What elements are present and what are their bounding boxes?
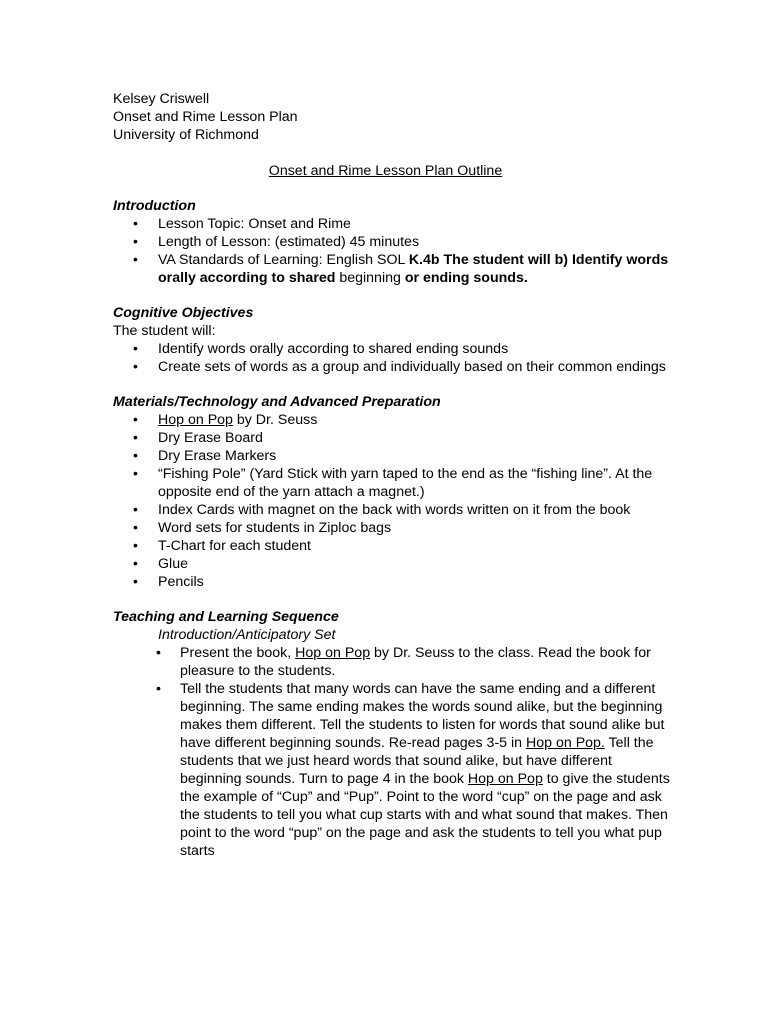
list-item: • Lesson Topic: Onset and Rime <box>113 215 673 233</box>
book-title: Hop on Pop <box>295 645 371 661</box>
list-item <box>113 680 673 860</box>
list-item: • “Fishing Pole” (Yard Stick with yarn taped to the end as the “fishing line”. At the opposite end of the yarn attach a magnet.) <box>113 465 673 501</box>
book-title: Hop on Pop <box>467 771 543 787</box>
book-title: Hop on Pop. <box>526 735 605 751</box>
sol-standard-bold-end: or ending sounds. <box>404 270 528 286</box>
document-title: Onset and Rime Lesson Plan Outline <box>268 163 503 179</box>
anticipatory-set-subheading: Introduction/Anticipatory Set <box>158 627 336 643</box>
book-title: Hop on Pop <box>158 412 233 428</box>
sol-standard-bold: K.4b The student will b) Identify words orally according to shared <box>158 252 669 286</box>
text-span: by Dr. Seuss to the class. Read the book for pleasure to the students. <box>180 645 651 679</box>
list-item: • Create sets of words as a group and individually based on their common endings <box>113 358 673 376</box>
list-item <box>113 251 673 287</box>
materials-list <box>113 411 673 591</box>
sol-mid: beginning <box>335 270 405 286</box>
header-block <box>113 90 673 144</box>
introduction-list <box>113 215 673 287</box>
list-item <box>113 411 673 429</box>
introduction-section <box>113 197 673 287</box>
teaching-section <box>113 608 673 860</box>
sol-prefix: VA Standards of Learning: English SOL <box>158 252 409 268</box>
list-item: • Glue <box>113 555 673 573</box>
document-page <box>113 90 673 860</box>
introduction-heading: Introduction <box>113 198 196 214</box>
author-name: Kelsey Criswell <box>113 91 210 107</box>
list-item: • Dry Erase Board <box>113 429 673 447</box>
cognitive-heading: Cognitive Objectives <box>113 305 254 321</box>
list-item: • Dry Erase Markers <box>113 447 673 465</box>
book-author: by Dr. Seuss <box>232 412 318 428</box>
materials-heading: Materials/Technology and Advanced Preparation <box>113 394 441 410</box>
teaching-heading: Teaching and Learning Sequence <box>113 609 339 625</box>
text-span: Tell the students that we just heard words that sound alike, but have different beginning sounds. Turn to page 4 in the book <box>180 735 654 787</box>
cognitive-intro: The student will: <box>113 323 216 339</box>
list-item: • Length of Lesson: (estimated) 45 minutes <box>113 233 673 251</box>
list-item: • Word sets for students in Ziploc bags <box>113 519 673 537</box>
list-item: • T-Chart for each student <box>113 537 673 555</box>
institution: University of Richmond <box>113 127 259 143</box>
materials-section <box>113 393 673 591</box>
cognitive-list <box>113 340 673 376</box>
text-span: to give the students the example of “Cup” and “Pup”. Point to the word “cup” on the page and ask the students to tell you what cup starts with and what sound that makes. Then point to the word “pup” on the page and ask the students to tell you what pup starts <box>180 771 670 859</box>
list-item: • Index Cards with magnet on the back with words written on it from the book <box>113 501 673 519</box>
list-item: • Pencils <box>113 573 673 591</box>
list-item: • Identify words orally according to shared ending sounds <box>113 340 673 358</box>
plan-name: Onset and Rime Lesson Plan <box>113 109 298 125</box>
text-span: Present the book, <box>180 645 296 661</box>
teaching-list <box>113 644 673 860</box>
list-item <box>113 644 673 680</box>
cognitive-section <box>113 304 673 376</box>
text-span: Tell the students that many words can have the same ending and a different beginning. The same ending makes the words sound alike, but the beginning makes them different. Tell the students to listen for words that sound alike but have different beginning sounds. Re-read pages 3-5 in <box>180 681 665 751</box>
